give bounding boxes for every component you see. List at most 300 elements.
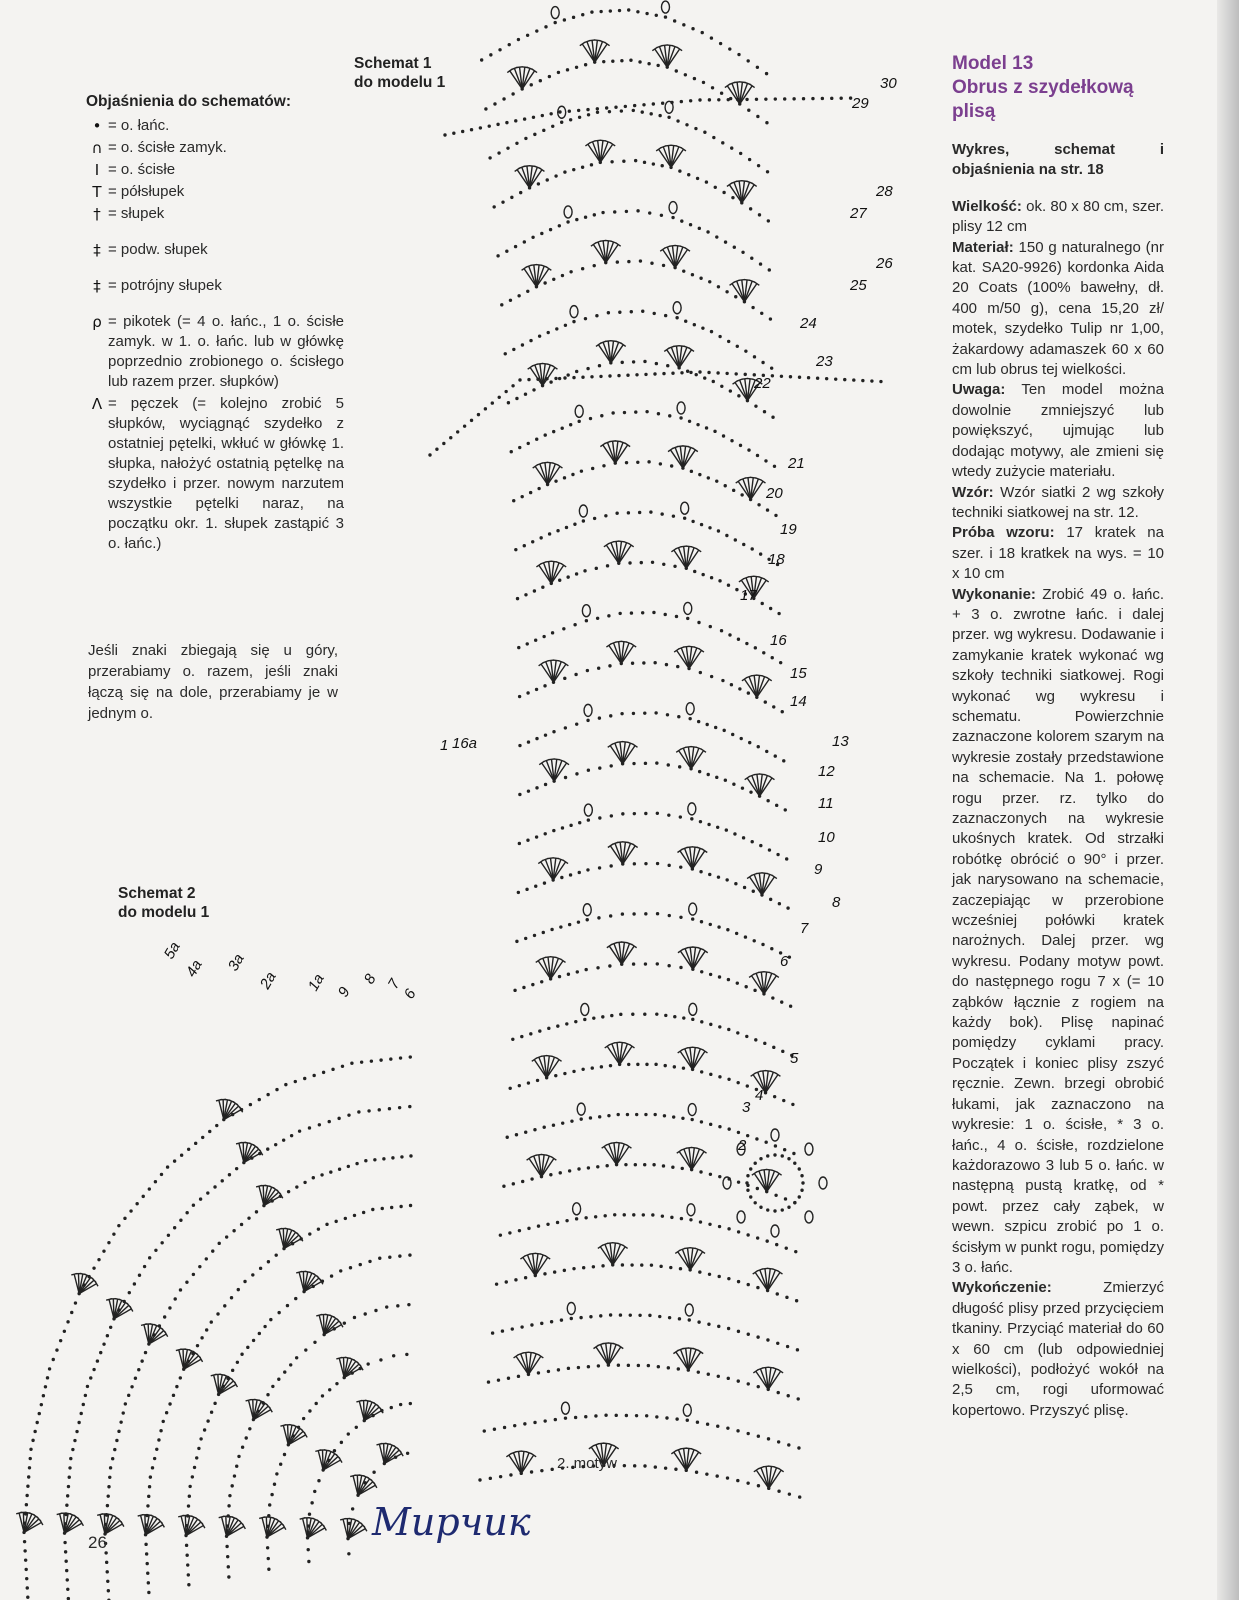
chain-stitch-dot (598, 816, 601, 819)
row-number: 13 (832, 733, 849, 750)
model-wykonanie (952, 585, 1164, 1279)
stitch-top (683, 446, 689, 447)
chain-stitch-dot (653, 312, 656, 315)
chain-stitch-dot (216, 1312, 219, 1315)
chain-stitch-dot (251, 1273, 254, 1276)
chain-stitch-dot (245, 1436, 248, 1439)
chain-stitch-dot (717, 875, 720, 878)
chain-stitch-dot (747, 1283, 750, 1286)
chain-stitch-dot (550, 1468, 553, 1471)
stitch-top (556, 562, 562, 564)
chain-stitch-dot (554, 479, 557, 482)
stitch-top (756, 1170, 762, 1172)
chain-stitch-dot (727, 1377, 730, 1380)
chain-stitch-dot (705, 180, 708, 183)
chain-stitch-dot (69, 1457, 72, 1460)
chain-stitch-dot (505, 1280, 508, 1283)
chain-stitch-dot (703, 376, 706, 379)
chain-stitch-dot (160, 1173, 163, 1176)
chain-stitch-dot (266, 1093, 269, 1096)
chain-stitch-dot (673, 19, 676, 22)
chain-stitch-dot (210, 1320, 213, 1323)
chain-stitch-dot (783, 97, 786, 100)
chain-stitch-dot (632, 712, 635, 715)
chain-stitch-dot (607, 614, 610, 617)
chain-stitch-dot (771, 374, 774, 377)
chain-stitch-dot (154, 1249, 157, 1252)
stitch-top (750, 477, 756, 478)
chain-stitch-dot (635, 373, 638, 376)
chain-stitch-dot (717, 1325, 720, 1328)
stitch-top (770, 1071, 776, 1073)
row-number: 6 (780, 953, 789, 970)
chain-stitch-dot (512, 348, 515, 351)
chain-stitch-dot (700, 1070, 703, 1073)
chain-stitch-dot (731, 196, 734, 199)
chain-stitch-dot (535, 29, 538, 32)
chain-stitch-dot (747, 448, 750, 451)
chain-stitch-dot (681, 1117, 684, 1120)
chain-stitch-dot (266, 1546, 269, 1549)
chain-stitch-dot (699, 820, 702, 823)
chain-stitch-dot (802, 97, 805, 100)
chain-stitch-dot (335, 1382, 338, 1385)
chain-stitch-dot (491, 401, 494, 404)
chain-stitch-dot (273, 1483, 276, 1486)
chain-stitch-dot (117, 1224, 120, 1227)
chain-stitch-dot (741, 786, 744, 789)
chain-stitch-dot (186, 1563, 189, 1566)
chain-stitch-dot (697, 720, 700, 723)
chain-stitch-dot (213, 1185, 216, 1188)
chain-stitch-dot (684, 320, 687, 323)
chain-stitch-dot (689, 371, 692, 374)
chain-stitch-dot (787, 1157, 790, 1160)
chain-stitch-dot (617, 562, 620, 565)
chain-stitch-dot (534, 1274, 537, 1277)
stitch-top (526, 265, 532, 267)
chain-stitch-dot (408, 1253, 411, 1256)
chain-stitch-dot (540, 232, 543, 235)
chain-stitch-dot (781, 1208, 784, 1211)
chain-stitch-dot (672, 1115, 675, 1118)
chain-stitch-dot (575, 1217, 578, 1220)
picot-mark (805, 1143, 813, 1155)
chain-stitch-dot (554, 174, 557, 177)
chain-stitch-dot (240, 1353, 243, 1356)
chain-stitch-dot (240, 1108, 243, 1111)
chain-stitch-dot (718, 1025, 721, 1028)
row-number: 15 (790, 665, 807, 682)
chain-stitch-dot (549, 977, 552, 980)
stitch-top (773, 1269, 779, 1271)
chain-stitch-dot (775, 1243, 778, 1246)
chain-stitch-dot (291, 1242, 294, 1245)
chain-stitch-dot (581, 166, 584, 169)
schema2-label (118, 884, 209, 922)
chain-stitch-dot (577, 920, 580, 923)
chain-stitch-dot (574, 673, 577, 676)
chain-stitch-dot (187, 1573, 190, 1576)
chain-stitch-dot (697, 1320, 700, 1323)
chain-stitch-dot (617, 1364, 620, 1367)
row-number: 20 (766, 485, 783, 502)
chain-stitch-dot (127, 1394, 130, 1397)
chain-stitch-dot (111, 1457, 114, 1460)
chain-stitch-dot (527, 378, 530, 381)
stitch-top (751, 675, 757, 676)
chain-stitch-dot (671, 372, 674, 375)
chain-stitch-dot (396, 1304, 399, 1307)
chain-stitch-dot (569, 118, 572, 121)
chain-stitch-dot (275, 1253, 278, 1256)
chain-stitch-dot (123, 1217, 126, 1220)
chain-stitch-dot (647, 62, 650, 65)
chain-stitch-dot (644, 373, 647, 376)
stitch-top (524, 166, 530, 167)
chain-stitch-dot (236, 1361, 239, 1364)
chain-stitch-dot (746, 1189, 749, 1192)
row-number: 29 (852, 95, 869, 112)
chain-stitch-dot (710, 36, 713, 39)
chain-stitch-dot (478, 1478, 481, 1481)
chain-stitch-dot (616, 260, 619, 263)
chain-stitch-dot (598, 1115, 601, 1118)
chain-stitch-dot (740, 201, 743, 204)
stitch-top (767, 1268, 773, 1269)
chain-stitch-dot (779, 661, 782, 664)
chain-stitch-dot (200, 1336, 203, 1339)
chain-stitch-dot (147, 1342, 150, 1345)
chain-stitch-dot (527, 740, 530, 743)
chain-stitch-dot (689, 99, 692, 102)
chain-stitch-dot (518, 446, 521, 449)
chain-stitch-dot (688, 420, 691, 423)
signature: Мирчик (372, 1500, 531, 1544)
chain-stitch-dot (109, 1326, 112, 1329)
chain-stitch-dot (597, 916, 600, 919)
chain-stitch-dot (587, 1365, 590, 1368)
chain-stitch-dot (514, 245, 517, 248)
chain-stitch-dot (586, 719, 589, 722)
chain-stitch-dot (408, 1105, 411, 1108)
stitch-top (528, 1352, 534, 1353)
chain-stitch-dot (70, 1311, 73, 1314)
row-number: 21 (788, 455, 805, 472)
chain-stitch-dot (526, 34, 529, 37)
chain-stitch-dot (756, 1335, 759, 1338)
chain-stitch-dot (581, 376, 584, 379)
chain-stitch-dot (573, 623, 576, 626)
chain-stitch-dot (689, 223, 692, 226)
chain-stitch-dot (685, 1469, 688, 1472)
chain-stitch-dot (720, 385, 723, 388)
stitch-top (523, 1352, 529, 1353)
chain-stitch-dot (235, 1167, 238, 1170)
row-number: 7 (800, 920, 809, 937)
chain-stitch-dot (364, 1312, 367, 1315)
chain-stitch-dot (756, 1286, 759, 1289)
chain-stitch-dot (33, 1430, 36, 1433)
chain-stitch-dot (524, 1131, 527, 1134)
chain-stitch-dot (642, 661, 645, 664)
picot-mark (581, 1003, 589, 1015)
chain-stitch-dot (66, 1494, 69, 1497)
chain-stitch-dot (551, 631, 554, 634)
chain-stitch-dot (545, 1076, 548, 1079)
chain-stitch-dot (540, 980, 543, 983)
chain-stitch-dot (587, 769, 590, 772)
chain-stitch-dot (347, 1432, 350, 1435)
chain-stitch-dot (25, 1577, 28, 1580)
stitch-top (526, 1452, 532, 1454)
chain-stitch-dot (668, 414, 671, 417)
chain-stitch-dot (621, 912, 624, 915)
wykonczenie-text: Zmierzyć długość plisy przed przycięciem tkaniny. Przyciąć materiał do 60 x 60 cm (lub odpowiedniej wielkości), podłożyć wokół na 2,5 cm, rogi uformować kopertowo. Przyszyć plisę. (952, 1279, 1164, 1419)
stitch-top (660, 146, 666, 148)
chain-stitch-dot (758, 213, 761, 216)
chain-stitch-dot (777, 1391, 780, 1394)
chain-stitch-dot (518, 378, 521, 381)
chain-stitch-dot (632, 962, 635, 965)
stitch-top (621, 942, 627, 943)
chain-stitch-dot (569, 270, 572, 273)
chain-stitch-dot (678, 1317, 681, 1320)
chain-stitch-dot (541, 585, 544, 588)
chain-stitch-dot (179, 1376, 182, 1379)
chain-stitch-dot (524, 392, 527, 395)
chain-stitch-dot (63, 1531, 66, 1534)
chain-stitch-dot (631, 1013, 634, 1016)
chain-stitch-dot (526, 642, 529, 645)
stitch-top (607, 1243, 613, 1244)
chain-stitch-dot (173, 1159, 176, 1162)
chain-stitch-dot (700, 920, 703, 923)
chain-stitch-dot (724, 779, 727, 782)
chain-stitch-dot (67, 1485, 70, 1488)
chain-stitch-dot (237, 1455, 240, 1458)
chain-stitch-dot (152, 1333, 155, 1336)
stitch-top (603, 1343, 609, 1344)
chain-stitch-dot (639, 259, 642, 262)
chain-stitch-dot (321, 1280, 324, 1283)
stitch-top (756, 478, 762, 480)
chain-stitch-dot (679, 916, 682, 919)
chain-stitch-dot (572, 16, 575, 19)
chain-stitch-dot (645, 1063, 648, 1066)
stitch-top (687, 1047, 693, 1048)
chain-stitch-dot (198, 1265, 201, 1268)
chain-stitch-dot (623, 1464, 626, 1467)
chain-stitch-dot (771, 996, 774, 999)
chain-stitch-dot (591, 467, 594, 470)
chain-stitch-dot (117, 1308, 120, 1311)
row-number: 16 (770, 632, 787, 649)
chain-stitch-dot (798, 1167, 801, 1170)
chain-stitch-dot (691, 917, 694, 920)
chain-stitch-dot (524, 593, 527, 596)
chain-stitch-dot (199, 1197, 202, 1200)
chain-stitch-dot (337, 1117, 340, 1120)
chain-stitch-dot (526, 691, 529, 694)
chain-stitch-dot (687, 667, 690, 670)
chain-stitch-dot (252, 1339, 255, 1342)
chain-stitch-dot (205, 1257, 208, 1260)
chain-stitch-dot (774, 514, 777, 517)
chain-stitch-dot (611, 411, 614, 414)
row-number: 2 (738, 1137, 747, 1154)
chain-stitch-dot (751, 547, 754, 550)
chain-stitch-dot (746, 59, 749, 62)
chain-stitch-dot (609, 1064, 612, 1067)
chain-stitch-dot (609, 1313, 612, 1316)
chain-stitch-dot (618, 612, 621, 615)
chain-stitch-dot (642, 103, 645, 106)
stitch-top (600, 240, 606, 241)
chain-stitch-dot (294, 1080, 297, 1083)
chain-stitch-dot (642, 1213, 645, 1216)
chain-stitch-dot (509, 299, 512, 302)
chain-stitch-dot (356, 1494, 359, 1497)
chain-stitch-dot (515, 397, 518, 400)
chain-stitch-dot (716, 1424, 719, 1427)
chain-stitch-dot (671, 1166, 674, 1169)
chain-stitch-dot (552, 681, 555, 684)
chain-stitch-dot (388, 1107, 391, 1110)
chain-stitch-dot (590, 10, 593, 13)
chain-stitch-dot (112, 1317, 115, 1320)
chain-stitch-dot (284, 1083, 287, 1086)
stitch-top (516, 1451, 522, 1452)
stitch-top (689, 646, 695, 647)
chain-stitch-dot (237, 1288, 240, 1291)
chain-stitch-dot (221, 1179, 224, 1182)
chain-stitch-dot (142, 1195, 145, 1198)
chain-stitch-dot (615, 511, 618, 514)
chain-stitch-dot (586, 918, 589, 921)
chain-stitch-dot (520, 1472, 523, 1475)
chain-stitch-dot (746, 1233, 749, 1236)
chain-stitch-dot (552, 829, 555, 832)
chain-stitch-dot (551, 125, 554, 128)
chain-stitch-dot (736, 1479, 739, 1482)
chain-stitch-dot (771, 656, 774, 659)
chain-stitch-dot (655, 14, 658, 17)
chain-stitch-dot (87, 1275, 90, 1278)
chain-stitch-dot (537, 1371, 540, 1374)
chain-stitch-dot (773, 1209, 776, 1212)
chain-stitch-dot (558, 975, 561, 978)
chain-stitch-dot (672, 514, 675, 517)
stitch-top (691, 1449, 697, 1451)
stitch-top (676, 547, 682, 549)
chain-stitch-dot (781, 1154, 784, 1157)
stitch-top (536, 1056, 542, 1058)
stitch-top (686, 1147, 692, 1148)
chain-stitch-dot (379, 1358, 382, 1361)
chain-stitch-dot (515, 940, 518, 943)
stitch-top (695, 1248, 701, 1250)
legend-item (86, 138, 344, 158)
chain-stitch-dot (381, 1207, 384, 1210)
stitch-top (765, 1071, 771, 1072)
chain-stitch-dot (696, 423, 699, 426)
chain-stitch-dot (533, 1128, 536, 1131)
chain-stitch-dot (768, 848, 771, 851)
stitch-top (589, 40, 595, 41)
chain-stitch-dot (572, 376, 575, 379)
chain-stitch-dot (572, 1267, 575, 1270)
chain-stitch-dot (635, 1414, 638, 1417)
chain-stitch-dot (566, 575, 569, 578)
chain-stitch-dot (543, 684, 546, 687)
stitch-top (751, 873, 757, 875)
chain-stitch-dot (73, 1439, 76, 1442)
stitch-top (677, 446, 683, 447)
stitch-top (595, 140, 601, 141)
stitch-top (748, 576, 754, 577)
chain-stitch-dot (507, 401, 510, 404)
chain-stitch-dot (583, 569, 586, 572)
chain-stitch-dot (718, 1225, 721, 1228)
stitch-top (625, 1043, 631, 1045)
chain-stitch-dot (587, 1166, 590, 1169)
stitch-top (554, 759, 560, 760)
chain-stitch-dot (760, 893, 763, 896)
chain-stitch-dot (618, 9, 621, 12)
chain-stitch-dot (742, 836, 745, 839)
chain-stitch-dot (564, 1416, 567, 1419)
chain-stitch-dot (530, 1470, 533, 1473)
chain-stitch-dot (633, 104, 636, 107)
chain-stitch-dot (645, 410, 648, 413)
chain-stitch-dot (648, 211, 651, 214)
chain-stitch-dot (679, 815, 682, 818)
stitch-top (691, 1147, 697, 1148)
wykonanie-label: Wykonanie: (952, 585, 1036, 603)
chain-stitch-dot (673, 1015, 676, 1018)
chain-stitch-dot (510, 450, 513, 453)
picot-mark (771, 1129, 779, 1141)
chain-stitch-dot (695, 373, 698, 376)
chain-stitch-dot (595, 314, 598, 317)
chain-stitch-dot (675, 1417, 678, 1420)
chain-stitch-dot (357, 1110, 360, 1113)
chain-stitch-dot (618, 1063, 621, 1066)
stitch-top (765, 775, 771, 777)
chain-stitch-dot (705, 426, 708, 429)
chain-stitch-dot (683, 516, 686, 519)
chain-stitch-dot (390, 1406, 393, 1409)
legend-item (86, 182, 344, 202)
chain-stitch-dot (767, 1487, 770, 1490)
row-number: 12 (818, 763, 835, 780)
chain-stitch-dot (135, 1202, 138, 1205)
chain-stitch-dot (537, 182, 540, 185)
chain-stitch-dot (770, 947, 773, 950)
chain-stitch-dot (159, 1429, 162, 1432)
row-number: 3 (742, 1099, 751, 1116)
chain-stitch-dot (730, 683, 733, 686)
chain-stitch-dot (286, 1304, 289, 1307)
chain-stitch-dot (673, 266, 676, 269)
chain-stitch-dot (501, 1329, 504, 1332)
picot-mark (583, 904, 591, 916)
chain-stitch-dot (317, 1479, 320, 1482)
chain-stitch-dot (542, 129, 545, 132)
model-title-line2: Obrus z szydełkową plisą (952, 77, 1134, 122)
stitch-top (613, 541, 619, 542)
